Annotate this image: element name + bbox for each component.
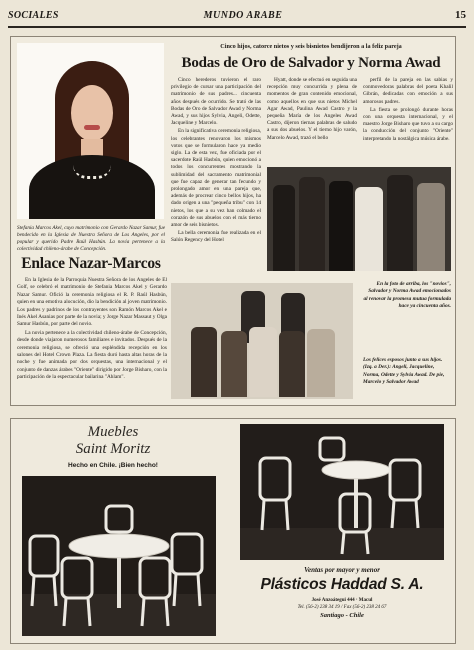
white-plastic-table-set-illustration: [240, 424, 444, 560]
photo-figure-guest: [417, 183, 445, 271]
haddad-furniture-photo: [240, 424, 444, 560]
saint-moritz-brand-line1: Muebles: [87, 424, 139, 440]
photo-figure-guest: [299, 177, 325, 271]
portrait-lips: [84, 125, 100, 130]
anniversary-column-1: [171, 77, 261, 277]
wedding-article-body: [17, 277, 167, 383]
photo-figure-guest: [273, 185, 295, 271]
anniversary-col3-para-2: La fiesta se prolongó durante horas con una orquesta internacional, y el maestro Jorge Bisharo que tuvo a su cargo la conducción del conjunto "Oriente" interpretando la nostálgica música árabe.: [363, 106, 453, 142]
photo-figure-daughter: [191, 327, 217, 397]
wedding-article-title: Enlace Nazar-Marcos: [21, 255, 161, 272]
haddad-city: Santiago - Chile: [320, 612, 364, 619]
white-patio-furniture-illustration: [22, 476, 216, 636]
bride-portrait-photo: [17, 43, 164, 219]
photo-figure-daughter: [221, 331, 247, 397]
anniversary-col1-para-1: Cinco herederos tuvieron el raro privilegio de cursar una participación del matrimonio de sus padres... cincuenta años después de ocurrido. Se trató de las Bodas de Oro de Salvador Awad y Norma Awad, y sus hijos Sylvia, Angeli, Odette, Jacqueline y Marcelo.: [171, 77, 261, 127]
renewal-photo-caption: En la foto de arriba, los "novios", Salvador y Norma Awad emocionados al renovar la promesa mutua formulada hace ya cincuenta años.: [363, 281, 451, 310]
haddad-phone: Tel. (56-2) 238 34 19 / Fax (56-2) 238 24 67: [297, 605, 387, 610]
publication-name: MUNDO ARABE: [203, 10, 283, 21]
anniversary-title: Bodas de Oro de Salvador y Norma Awad: [181, 55, 441, 71]
photo-figure-daughter: [307, 329, 335, 397]
saint-moritz-furniture-photo: [22, 476, 216, 636]
portrait-face: [71, 85, 113, 141]
photo-figure-groom: [329, 181, 353, 271]
anniversary-col3-para-1: perfil de la pareja en las sabias y conmovedoras palabras del poeta Khalil Gibrán, dedicadas con emoción a sus amorosos padres.: [363, 77, 453, 105]
anniversary-column-2: [267, 77, 357, 163]
haddad-tagline: Ventas por mayor y menor: [304, 566, 380, 574]
header-rule: [8, 26, 466, 28]
photo-figure-daughter: [279, 331, 305, 397]
saint-moritz-brand-line2: Saint Moritz: [75, 441, 151, 457]
anniversary-col1-para-2: En la significativa ceremonia religiosa, los celebrantes renovaron los mismos votos que se formularon hace ya medio siglo. La de esta vez, fue oficiada por el sacerdote Raúl Hasbún, quien emocionó a todos los concurrentes mostrando la sublimidad del sacramento matrimonial que fue capaz de generar tan fecundo y prolongado amor en una pareja que, además de procrear cinco bellos hijos, ha dado origen a una "pequeña tribu" con 14 nietos, los que a su vez han colmado el corazón de sus abuelos con el más tierno amor de seis bisnietos.: [171, 128, 261, 229]
family-group-photo: [171, 283, 353, 399]
wedding-paragraph-1: En la Iglesia de la Parroquia Nuestra Señora de los Angeles de El Golf, se celebró el matrimonio de Stefania Marcos Akel y Gerardo Nazar Samur. Ofició la ceremonia religiosa el R. P. Raúl Hasbún, quien en una emotiva alocución, dio la bendición al joven matrimonio. Los padres y padrinos de los contrayentes son Ramón Marcos Akel e Inés Akel Asanias por parte de la novia; y Jorge Nazar Massaut y Olga Samur Hasbún, por parte del novio.: [17, 277, 167, 328]
section-label: SOCIALES: [8, 10, 59, 21]
wedding-paragraph-2: La novia pertenece a la colectividad chileno-árabe de Concepción, desde donde viajaron numerosos familiares e invitados. Después de la ceremonia religiosa, se ofreció una espléndida recepción en los salones del Hotel Crown Plaza. La fiesta duró hasta altas horas de la noche y fue animada por dos orquestas, una internacional y el conjunto de danzas árabes "Oriente" dirigido por Jorge Bisharo, con la participación de la espectacular bailarina "Ahlam".: [17, 329, 167, 381]
society-article-box: [10, 36, 456, 406]
photo-figure-bride: [355, 187, 383, 271]
page-header: [8, 8, 466, 26]
haddad-address: José Anzoátegui 444 · Macul: [311, 598, 373, 603]
anniversary-col2-para-1: Hyatt, donde se efectuó en seguida una recepción muy concurrida y plena de momentos de gran contenido emocional, como aquellos en que sus nietos Michel Agar Awad, Paulina Awad Castro y la pequeña María de los Angeles Awad Castro, dijeron tiernas palabras de saludo a sus dos abuelos. Y el tierno hijo varón, Marcelo Awad, trazó el bello: [267, 77, 357, 141]
anniversary-deck: Cinco hijos, catorce nietos y seis bisnietos bendijeron a la feliz pareja: [220, 43, 402, 50]
couple-renewal-photo: [267, 167, 451, 271]
portrait-caption: Stefania Marcos Akel, cuyo matrimonio con Gerardo Nazar Samur, fue bendecido en la Iglesia de Nuestra Señora de Los Angeles, por el popular y querido Padre Raúl Hasbún. La novia pertenece a la colectividad chileno-árabe de Concepción.: [17, 225, 165, 253]
anniversary-col1-para-3: La bella ceremonia fue realizada en el Salón Regency del Hotel: [171, 230, 261, 244]
photo-figure-guest: [387, 175, 413, 271]
page-number: 15: [455, 9, 466, 21]
anniversary-column-3: [363, 77, 453, 163]
family-photo-caption: Los felices esposos junto a sus hijos. (Izq. a Der.): Angeli, Jacqueline, Norma, Odette y Sylvia Awad. De pie, Marcelo y Salvador Awad: [363, 357, 445, 386]
haddad-brand-name: Plásticos Haddad S. A.: [260, 576, 424, 593]
photo-figure-mother: [249, 327, 277, 397]
saint-moritz-tagline: Hecho en Chile. ¡Bien hecho!: [68, 462, 158, 469]
